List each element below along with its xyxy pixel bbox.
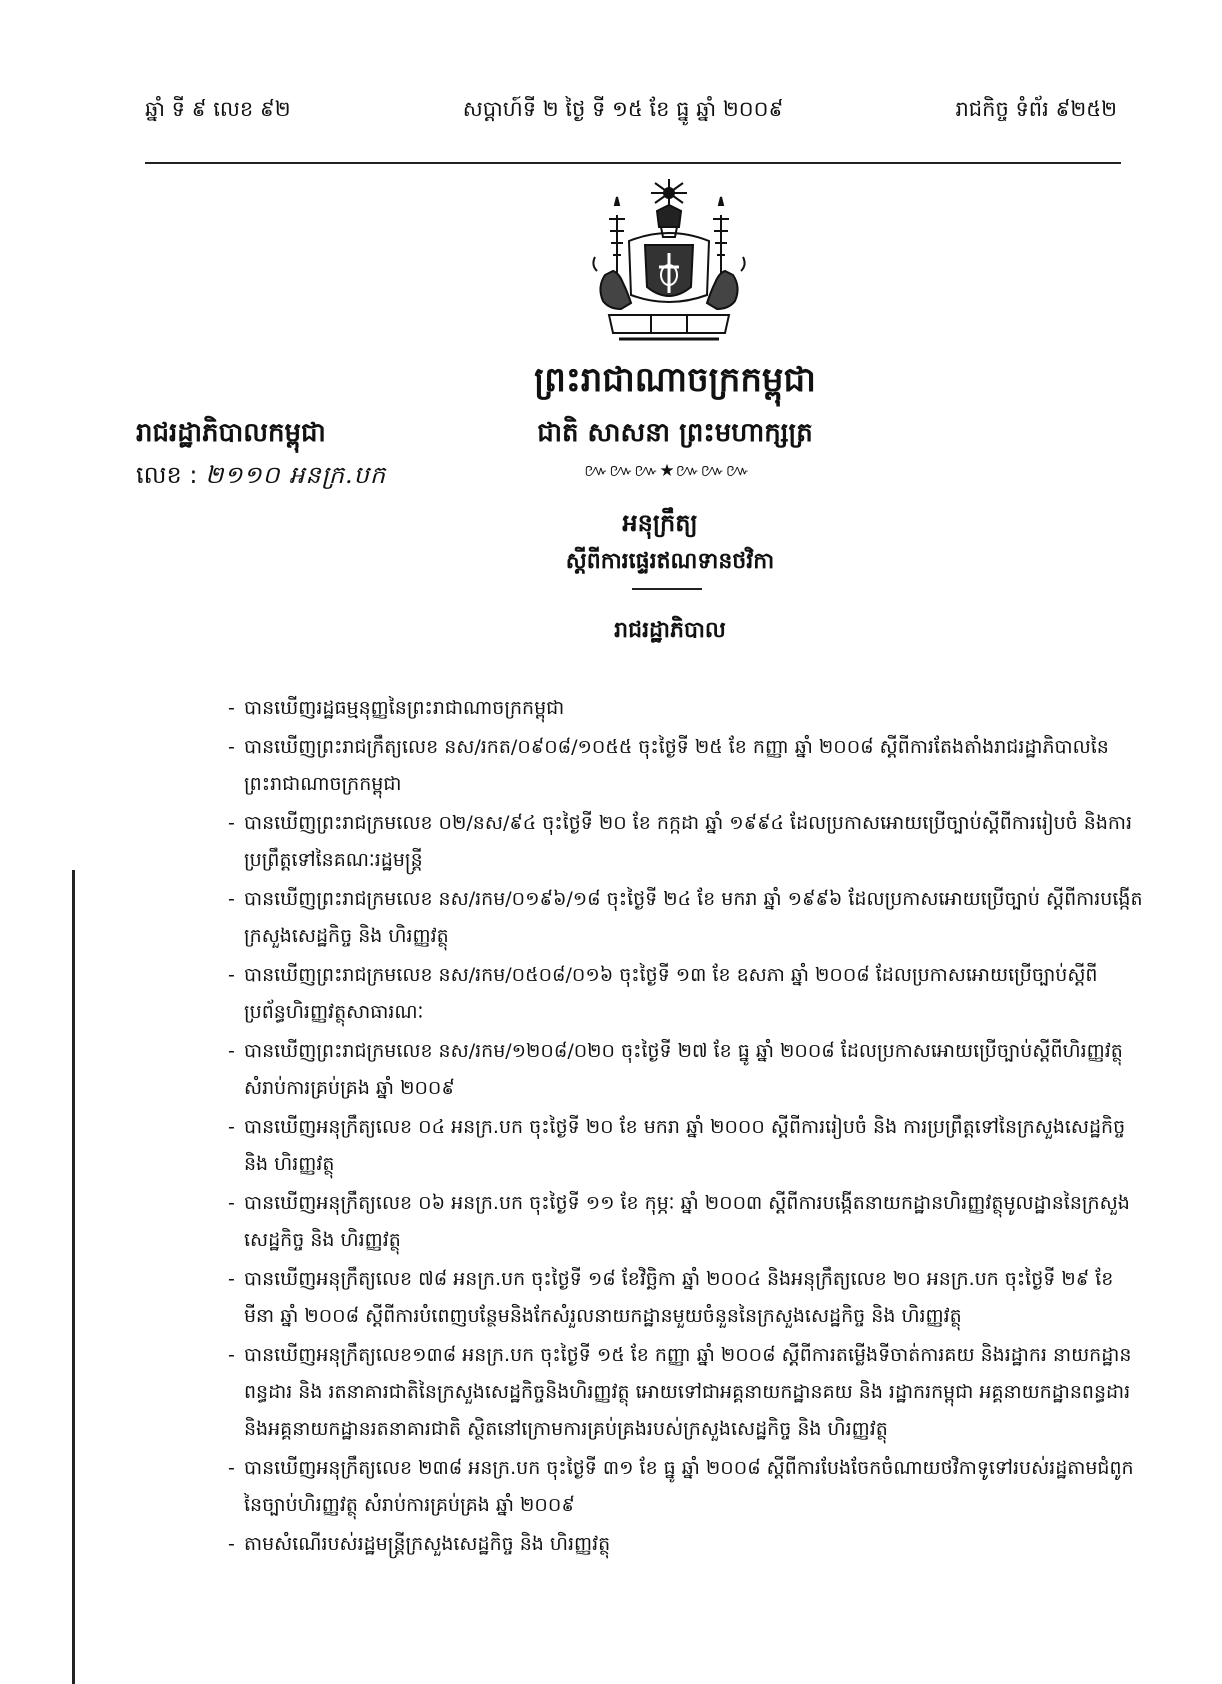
list-item-text: តាមសំណើរបស់រដ្ឋមន្ត្រីក្រសួងសេដ្ឋកិច្ច និង ហិរញ្ញវត្ថុ — [244, 1533, 611, 1555]
list-item-text: បានឃើញរដ្ឋធម្មនុញ្ញនៃព្រះរាជាណាចក្រកម្ពុជា — [244, 697, 565, 719]
list-item: - បានឃើញព្រះរាជក្រមលេខ នស/រកម/០៥០៨/០១៦ ចុះថ្ងៃទី ១៣ ខែ ឧសភា ឆ្នាំ ២០០៨ ដែលប្រកាសអោយប្រើច្បាប់ស្តីពីប្រព័ន្ធហិរញ្ញវត្ថុសាធារណៈ — [228, 964, 1098, 1023]
list-item: - តាមសំណើរបស់រដ្ឋមន្ត្រីក្រសួងសេដ្ឋកិច្ច និង ហិរញ្ញវត្ថុ — [228, 1533, 611, 1555]
document-type: អនុក្រឹត្យ — [622, 509, 698, 537]
list-item-text: បានឃើញអនុក្រឹត្យលេខ ០៤ អនក្រ.បក ចុះថ្ងៃទី ២០ ខែ មករា ឆ្នាំ ២០០០ ស្តីពីការរៀបចំ និង ការប្រព្រឹត្តទៅនៃក្រសួងសេដ្ឋកិច្ច និង ហិរញ្ញវត្ថុ — [244, 1116, 1126, 1175]
list-item: - បានឃើញអនុក្រឹត្យលេខ ០៤ អនក្រ.បក ចុះថ្ងៃទី ២០ ខែ មករា ឆ្នាំ ២០០០ ស្តីពីការរៀបចំ និង ការប្រព្រឹត្តទៅនៃក្រសួងសេដ្ឋកិច្ច និង ហិរញ្ញវត្ថុ — [228, 1116, 1126, 1175]
list-item-text: បានឃើញព្រះរាជក្រឹត្យលេខ នស/រកត/០៩០៨/១០៥៥ ចុះថ្ងៃទី ២៥ ខែ កញ្ញា ឆ្នាំ ២០០៨ ស្តីពីការតែងតាំងរាជរដ្ឋាភិបាលនៃព្រះរាជាណាចក្រកម្ពុជា — [244, 736, 1109, 795]
kingdom-title: ព្រះរាជាណាចក្រកម្ពុជា — [534, 360, 816, 400]
gazette-issue: ឆ្នាំ ទី ៩ លេខ ៩២ — [145, 97, 291, 121]
list-item: - បានឃើញអនុក្រឹត្យលេខ ២៣៨ អនក្រ.បក ចុះថ្ងៃទី ៣១ ខែ ធ្នូ ឆ្នាំ ២០០៨ ស្តីពីការបែងចែកចំណាយថវិកាទូទៅរបស់រដ្ឋតាមជំពូកនៃច្បាប់ហិរញ្ញវត្ថុ សំរាប់ការគ្រប់គ្រង ឆ្នាំ ២០០៩ — [228, 1457, 1134, 1516]
list-item: - បានឃើញរដ្ឋធម្មនុញ្ញនៃព្រះរាជាណាចក្រកម្ពុជា — [228, 697, 565, 719]
list-item-text: បានឃើញអនុក្រឹត្យលេខ ៧៨ អនក្រ.បក ចុះថ្ងៃទី ១៨ ខែវិច្ឆិកា ឆ្នាំ ២០០៤ និងអនុក្រឹត្យលេខ ២០ អនក្រ.បក ចុះថ្ងៃទី ២៩ ខែ មីនា ឆ្នាំ ២០០៨ ស្តីពីការបំពេញបន្ថែមនិងកែសំរួលនាយកដ្ឋានមួយចំនួននៃក្រសួងសេដ្ឋកិច្ច និង ហិរញ្ញវត្ថុ — [244, 1268, 1114, 1327]
list-item: - បានឃើញព្រះរាជក្រមលេខ ០២/នស/៩៤ ចុះថ្ងៃទី ២០ ខែ កក្កដា ឆ្នាំ ១៩៩៤ ដែលប្រកាសអោយប្រើច្បាប់ស្តីពីការរៀបចំ និងការប្រព្រឹត្តទៅនៃគណៈរដ្ឋមន្ត្រី — [228, 812, 1133, 871]
subject-rule — [632, 588, 702, 590]
gazette-page: រាជកិច្ច ទំព័រ ៩២៥២ — [955, 97, 1117, 121]
reference-number-value: ២១១០ អនក្រ.បក — [205, 461, 387, 489]
list-item-text: បានឃើញព្រះរាជក្រមលេខ ០២/នស/៩៤ ចុះថ្ងៃទី ២០ ខែ កក្កដា ឆ្នាំ ១៩៩៤ ដែលប្រកាសអោយប្រើច្បាប់ស្តីពីការរៀបចំ និងការប្រព្រឹត្តទៅនៃគណៈរដ្ឋមន្ត្រី — [244, 812, 1133, 871]
list-item-text: បានឃើញអនុក្រឹត្យលេខ ២៣៨ អនក្រ.បក ចុះថ្ងៃទី ៣១ ខែ ធ្នូ ឆ្នាំ ២០០៨ ស្តីពីការបែងចែកចំណាយថវិកាទូទៅរបស់រដ្ឋតាមជំពូកនៃច្បាប់ហិរញ្ញវត្ថុ សំរាប់ការគ្រប់គ្រង ឆ្នាំ ២០០៩ — [244, 1457, 1134, 1516]
document-subject: ស្តីពីការផ្ទេរឥណទានថវិកា — [565, 549, 775, 574]
list-item: - បានឃើញអនុក្រឹត្យលេខ ៧៨ អនក្រ.បក ចុះថ្ងៃទី ១៨ ខែវិច្ឆិកា ឆ្នាំ ២០០៤ និងអនុក្រឹត្យលេខ ២០ អនក្រ.បក ចុះថ្ងៃទី ២៩ ខែ មីនា ឆ្នាំ ២០០៨ ស្តីពីការបំពេញបន្ថែមនិងកែសំរួលនាយកដ្ឋានមួយចំនួននៃក្រសួងសេដ្ឋកិច្ច និង ហិរញ្ញវត្ថុ — [228, 1268, 1114, 1327]
document-issuer: រាជរដ្ឋាភិបាល — [614, 618, 726, 643]
list-item: - បានឃើញអនុក្រឹត្យលេខ១៣៨ អនក្រ.បក ចុះថ្ងៃទី ១៥ ខែ កញ្ញា ឆ្នាំ ២០០៨ ស្តីពីការតម្លើងទីចាត់ការគយ និងរដ្ឋាករ នាយកដ្ឋានពន្ធដារ និង រតនាគារជាតិនៃក្រសួងសេដ្ឋកិច្ចនិងហិរញ្ញវត្ថុ អោយទៅជាអគ្គនាយកដ្ឋានគយ និង រដ្ឋាករកម្ពុជា អគ្គនាយកដ្ឋានពន្ធដារ និងអគ្គនាយកដ្ឋានរតនាគារជាតិ ស្ថិតនៅក្រោមការគ្រប់គ្រងរបស់ក្រសួងសេដ្ឋកិច្ច និង ហិរញ្ញវត្ថុ — [228, 1344, 1132, 1440]
list-item: - បានឃើញអនុក្រឹត្យលេខ ០៦ អនក្រ.បក ចុះថ្ងៃទី ១១ ខែ កុម្ភៈ ឆ្នាំ ២០០៣ ស្តីពីការបង្កើតនាយកដ្ឋានហិរញ្ញវត្ថុមូលដ្ឋាននៃក្រសួងសេដ្ឋកិច្ច និង ហិរញ្ញវត្ថុ — [228, 1192, 1130, 1251]
ornament-divider: ៚៚៚★៚៚៚ — [584, 461, 751, 481]
reference-number — [136, 460, 386, 495]
preamble-list — [228, 690, 1148, 1565]
list-item-text: បានឃើញព្រះរាជក្រមលេខ នស/រកម/០១៩៦/១៨ ចុះថ្ងៃទី ២៤ ខែ មករា ឆ្នាំ ១៩៩៦ ដែលប្រកាសអោយប្រើច្បាប់ ស្តីពីការបង្កើតក្រសួងសេដ្ឋកិច្ច និង ហិរញ្ញវត្ថុ — [244, 888, 1143, 947]
royal-coat-of-arms-emblem — [579, 175, 759, 350]
gazette-date: សប្តាហ៍ទី ២ ថ្ងៃ ទី ១៥ ខែ ធ្នូ ឆ្នាំ ២០០៩ — [462, 97, 784, 121]
list-item-text: បានឃើញព្រះរាជក្រមលេខ នស/រកម/១២០៨/០២០ ចុះថ្ងៃទី ២៧ ខែ ធ្នូ ឆ្នាំ ២០០៨ ដែលប្រកាសអោយប្រើច្បាប់ស្តីពីហិរញ្ញវត្ថុ សំរាប់ការគ្រប់គ្រង ឆ្នាំ ២០០៩ — [244, 1040, 1123, 1099]
list-item-text: បានឃើញអនុក្រឹត្យលេខ១៣៨ អនក្រ.បក ចុះថ្ងៃទី ១៥ ខែ កញ្ញា ឆ្នាំ ២០០៨ ស្តីពីការតម្លើងទីចាត់ការគយ និងរដ្ឋាករ នាយកដ្ឋានពន្ធដារ និង រតនាគារជាតិនៃក្រសួងសេដ្ឋកិច្ចនិងហិរញ្ញវត្ថុ អោយទៅជាអគ្គនាយកដ្ឋានគយ និង រដ្ឋាករកម្ពុជា អគ្គនាយកដ្ឋានពន្ធដារ និងអគ្គនាយកដ្ឋានរតនាគារជាតិ ស្ថិតនៅក្រោមការគ្រប់គ្រងរបស់ក្រសួងសេដ្ឋកិច្ច និង ហិរញ្ញវត្ថុ — [244, 1344, 1132, 1440]
list-item: - បានឃើញព្រះរាជក្រមលេខ នស/រកម/១២០៨/០២០ ចុះថ្ងៃទី ២៧ ខែ ធ្នូ ឆ្នាំ ២០០៨ ដែលប្រកាសអោយប្រើច្បាប់ស្តីពីហិរញ្ញវត្ថុ សំរាប់ការគ្រប់គ្រង ឆ្នាំ ២០០៩ — [228, 1040, 1123, 1099]
list-item-text: បានឃើញអនុក្រឹត្យលេខ ០៦ អនក្រ.បក ចុះថ្ងៃទី ១១ ខែ កុម្ភៈ ឆ្នាំ ២០០៣ ស្តីពីការបង្កើតនាយកដ្ឋានហិរញ្ញវត្ថុមូលដ្ឋាននៃក្រសួងសេដ្ឋកិច្ច និង ហិរញ្ញវត្ថុ — [244, 1192, 1130, 1251]
government-label: រាជរដ្ឋាភិបាលកម្ពុជា — [136, 418, 326, 448]
gazette-header — [145, 96, 1117, 127]
header-rule — [145, 162, 1121, 164]
scan-edge-bar — [72, 870, 75, 1684]
reference-number-label: លេខ : — [136, 461, 198, 489]
crown-rays — [651, 179, 687, 207]
list-item-text: បានឃើញព្រះរាជក្រមលេខ នស/រកម/០៥០៨/០១៦ ចុះថ្ងៃទី ១៣ ខែ ឧសភា ឆ្នាំ ២០០៨ ដែលប្រកាសអោយប្រើច្បាប់ស្តីពីប្រព័ន្ធហិរញ្ញវត្ថុសាធារណៈ — [244, 964, 1098, 1023]
list-item: - បានឃើញព្រះរាជក្រឹត្យលេខ នស/រកត/០៩០៨/១០៥៥ ចុះថ្ងៃទី ២៥ ខែ កញ្ញា ឆ្នាំ ២០០៨ ស្តីពីការតែងតាំងរាជរដ្ឋាភិបាលនៃព្រះរាជាណាចក្រកម្ពុជា — [228, 736, 1109, 795]
list-item: - បានឃើញព្រះរាជក្រមលេខ នស/រកម/០១៩៦/១៨ ចុះថ្ងៃទី ២៤ ខែ មករា ឆ្នាំ ១៩៩៦ ដែលប្រកាសអោយប្រើច្បាប់ ស្តីពីការបង្កើតក្រសួងសេដ្ឋកិច្ច និង ហិរញ្ញវត្ថុ — [228, 888, 1143, 947]
national-motto: ជាតិ សាសនា ព្រះមហាក្សត្រ — [537, 418, 813, 448]
